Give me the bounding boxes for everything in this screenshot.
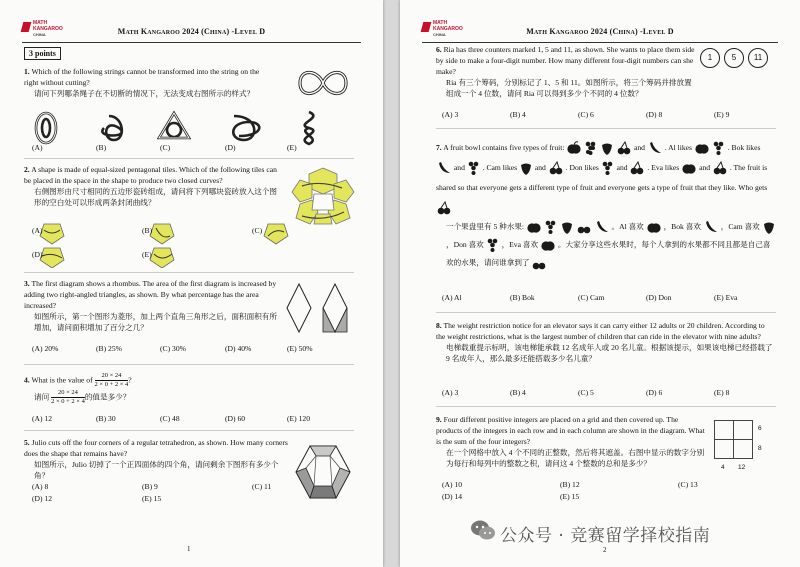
divider (436, 312, 776, 313)
q9-option-c[interactable]: (C) 13 (678, 480, 698, 489)
apple-icon (647, 220, 661, 234)
column-product: 4 (721, 464, 725, 471)
q8-option-c[interactable]: (C) 5 (578, 388, 594, 397)
q6-options (442, 110, 772, 122)
string-options-figure (24, 108, 344, 148)
exam-title: Math Kangaroo 2024 (China) -Level D (117, 27, 266, 36)
apple-icon (527, 220, 541, 234)
question-1: 1. Which of the following strings cannot be transformed into the string on the right without cutting? 请问下列哪条绳子在不切断的情况下，无法变成右图所示的样式？ (24, 67, 260, 98)
q6-option-e[interactable]: (E) 9 (714, 110, 730, 119)
q8-options (442, 388, 772, 400)
cherries-icon (437, 201, 451, 215)
question-4: 4. What is the value of $\frac{20 \times 24}{2 \times 0 + 2 \times 4}$? 请问 $\frac{20 \times 24}{2 \times 0 + 2 \times 4}$的值是多少？ (24, 372, 132, 405)
product-grid (714, 420, 774, 476)
apple-icon (567, 141, 581, 155)
counter-1: 1 (700, 48, 720, 68)
q8-option-d[interactable]: (D) 6 (646, 388, 663, 397)
q6-option-c[interactable]: (C) 6 (578, 110, 594, 119)
page-header (422, 20, 778, 43)
wechat-icon (470, 519, 496, 541)
counter-11: 11 (748, 48, 768, 68)
cherries-icon (630, 161, 644, 175)
q5-option-b[interactable]: (B) 9 (142, 482, 158, 491)
counter-5: 5 (724, 48, 744, 68)
q1-option-c[interactable]: (C) (160, 143, 171, 152)
q7-option-a[interactable]: (A) Al (442, 293, 462, 302)
row-product: 8 (758, 445, 762, 452)
q2-options (32, 226, 332, 266)
math-kangaroo-logo: MATH KANGAROO CHINA (422, 20, 460, 40)
q6-option-d[interactable]: (D) 8 (646, 110, 663, 119)
q2-option-d[interactable]: (D) (32, 250, 43, 259)
watermark-text: 公众号 · 竞赛留学择校指南 (500, 526, 711, 546)
q2-option-a[interactable]: (A) (32, 226, 43, 235)
q9-option-a[interactable]: (A) 10 (442, 480, 463, 489)
q1-option-a[interactable]: (A) (32, 143, 43, 152)
strawberry-icon (763, 220, 775, 234)
question-3: 3. The first diagram shows a rhombus. The area of the first diagram is increased by adding two right-angled triangles, as shown. By what percentage has the area increased? 如图所示，第一个图形为菱形，加上两个直角三角形之后，面积面积有所增加，请问面积增加了百分之几？ (24, 279, 277, 332)
cherries-icon (577, 220, 591, 234)
q1-option-b[interactable]: (B) (96, 143, 107, 152)
q9-option-e[interactable]: (E) 15 (560, 492, 580, 501)
q4-option-b[interactable]: (B) 30 (96, 414, 116, 423)
cherries-icon (617, 141, 631, 155)
question-2: 2. A shape is made of equal-sized pentagonal tiles. Which of the following tiles can be placed in the space in the shape to produce two closed curves? 右侧图形由尺寸相同的五边形瓷砖组成，请问将下列哪块瓷砖放入这个图形的空白处可以形成两条封闭曲线？ (24, 165, 277, 207)
apple-icon (682, 161, 696, 175)
q2-option-b[interactable]: (B) (142, 226, 153, 235)
q9-option-b[interactable]: (B) 12 (560, 480, 580, 489)
q5-option-a[interactable]: (A) 8 (32, 482, 49, 491)
grid-cell (733, 439, 753, 459)
q5-option-e[interactable]: (E) 15 (142, 494, 162, 503)
divider (24, 158, 354, 159)
exam-page-right (400, 0, 800, 567)
fraction-cn: $\frac{20 \times 24}{2 \times 0 + 2 \times 4}$ (51, 389, 85, 405)
grid-cell (714, 420, 734, 440)
banana-icon (704, 220, 718, 234)
divider (24, 430, 354, 431)
q4-option-e[interactable]: (E) 120 (287, 414, 310, 423)
question-6: 6. Ria has three counters marked 1, 5 and 11, as shown. She wants to place them side by side to make a four-digit number. How many different four-digit numbers can she make? Ria 有三个筹码，分别标记了 1、5 和 11。如图所示，将三个筹码并排放置组成一个 4 位数，请问 Ria 可以得到多少个不同的 4 位数？ (436, 45, 695, 98)
column-product: 12 (738, 464, 746, 471)
divider (24, 364, 354, 365)
q9-option-d[interactable]: (D) 14 (442, 492, 463, 501)
rhombus-figure (285, 282, 353, 336)
grapes-icon (713, 140, 725, 156)
question-7: 7. A fruit bowl contains five types of fruit: and . Al likes . Bok likes and . Cam likes and . Don likes and . Eva likes and . The fruit is shared so that everyone gets a different type of fruit and everyone gets a type of fruit that they like. Who gets 一个果盘里有 5 种水果: 。Al 喜欢 ，Bok 喜欢 ，Cam 喜欢 ，Don 喜欢 ，Eva 喜欢 。大家分享这些水果时，每个人拿到的水果都不同且都是自己喜欢的水果，请问谁拿到了 (436, 138, 776, 272)
q1-option-d[interactable]: (D) (225, 143, 236, 152)
grapes-icon (468, 160, 480, 176)
q4-options (32, 414, 332, 426)
grid-cell (733, 420, 753, 440)
grapes-icon (545, 219, 557, 235)
q5-option-c[interactable]: (C) 11 (252, 482, 272, 491)
q3-option-c[interactable]: (C) 30% (160, 344, 186, 353)
target-string-figure (292, 64, 354, 102)
q5-options (32, 482, 332, 512)
q3-option-b[interactable]: (B) 25% (96, 344, 122, 353)
banana-icon (437, 161, 451, 175)
q3-option-e[interactable]: (E) 50% (287, 344, 313, 353)
question-8: 8. The weight restriction notice for an elevator says it can carry either 12 adults or 20 children. According to the weight restrictions, what is the largest number of children that can ride in the elevator with nine adults? 电梯载重提示标明，该电梯能承载 12 名成年人或 20 名儿童。根据该提示，如果该电梯已经搭载了 9 名成年人，那么最多还能搭载多少名儿童？ (436, 321, 773, 363)
exam-page-left (0, 0, 383, 567)
q7-option-d[interactable]: (D) Don (646, 293, 672, 302)
q6-option-a[interactable]: (A) 3 (442, 110, 459, 119)
pentagon-shape-figure (290, 166, 356, 226)
page-number: 2 (603, 546, 607, 554)
q7-options (442, 293, 772, 305)
page-header (22, 20, 361, 43)
divider (436, 128, 776, 129)
q1-option-e[interactable]: (E) (287, 143, 297, 152)
q7-option-b[interactable]: (B) Bok (510, 293, 535, 302)
q5-option-d[interactable]: (D) 12 (32, 494, 53, 503)
q6-option-b[interactable]: (B) 4 (510, 110, 526, 119)
q4-option-a[interactable]: (A) 12 (32, 414, 53, 423)
apple-icon (695, 141, 709, 155)
cherries-icon (713, 161, 727, 175)
row-product: 6 (758, 425, 762, 432)
grapes-icon (585, 140, 597, 156)
divider (436, 406, 776, 407)
q7-option-c[interactable]: (C) Cam (578, 293, 605, 302)
banana-icon (595, 220, 609, 234)
page-number: 1 (187, 545, 191, 553)
q7-option-e[interactable]: (E) Eva (714, 293, 738, 302)
question-9: 9. Four different positive integers are placed on a grid and then covered up. The products of the integers in each row and in each column are shown in the diagram. What is the sum of the four integers? 在一个网格中放入 4 个不同的正整数，然后将其遮盖。右图中显示的数字分别为每行和每列中的整数之积，请问这 4 个整数的总和是多少？ (436, 415, 705, 468)
q3-option-a[interactable]: (A) 20% (32, 344, 59, 353)
q4-option-c[interactable]: (C) 48 (160, 414, 180, 423)
q9-options (442, 480, 772, 506)
grid-cell (714, 439, 734, 459)
cherries-icon (549, 161, 563, 175)
grapes-icon (487, 237, 499, 253)
strawberry-icon (561, 220, 573, 234)
cherries-icon (532, 256, 546, 270)
math-kangaroo-logo: MATH KANGAROO CHINA (22, 20, 60, 40)
q8-option-e[interactable]: (E) 8 (714, 388, 730, 397)
strawberry-icon (601, 141, 613, 155)
question-5: 5. Julio cuts off the four corners of a regular tetrahedron, as shown. How many corners does the shape that remains have? 如图所示，Julio 切掉了一个正四面体的四个角，请问剩余下图形有多少个角？ (24, 438, 288, 480)
strawberry-icon (520, 161, 532, 175)
apple-icon (541, 238, 555, 252)
q8-option-b[interactable]: (B) 4 (510, 388, 526, 397)
exam-title: Math Kangaroo 2024 (China) -Level D (526, 27, 674, 36)
banana-icon (648, 141, 662, 155)
points-badge: 3 points (24, 47, 61, 60)
q3-options (32, 344, 332, 356)
q1-options (32, 143, 332, 155)
divider (24, 272, 354, 273)
fraction: $\frac{20 \times 24}{2 \times 0 + 2 \times 4}$ (94, 372, 129, 388)
q3-option-d[interactable]: (D) 40% (225, 344, 252, 353)
q2-option-e[interactable]: (E) (142, 250, 152, 259)
q4-option-d[interactable]: (D) 60 (225, 414, 246, 423)
grapes-icon (602, 160, 614, 176)
q8-option-a[interactable]: (A) 3 (442, 388, 459, 397)
q2-option-c[interactable]: (C) (252, 226, 263, 235)
